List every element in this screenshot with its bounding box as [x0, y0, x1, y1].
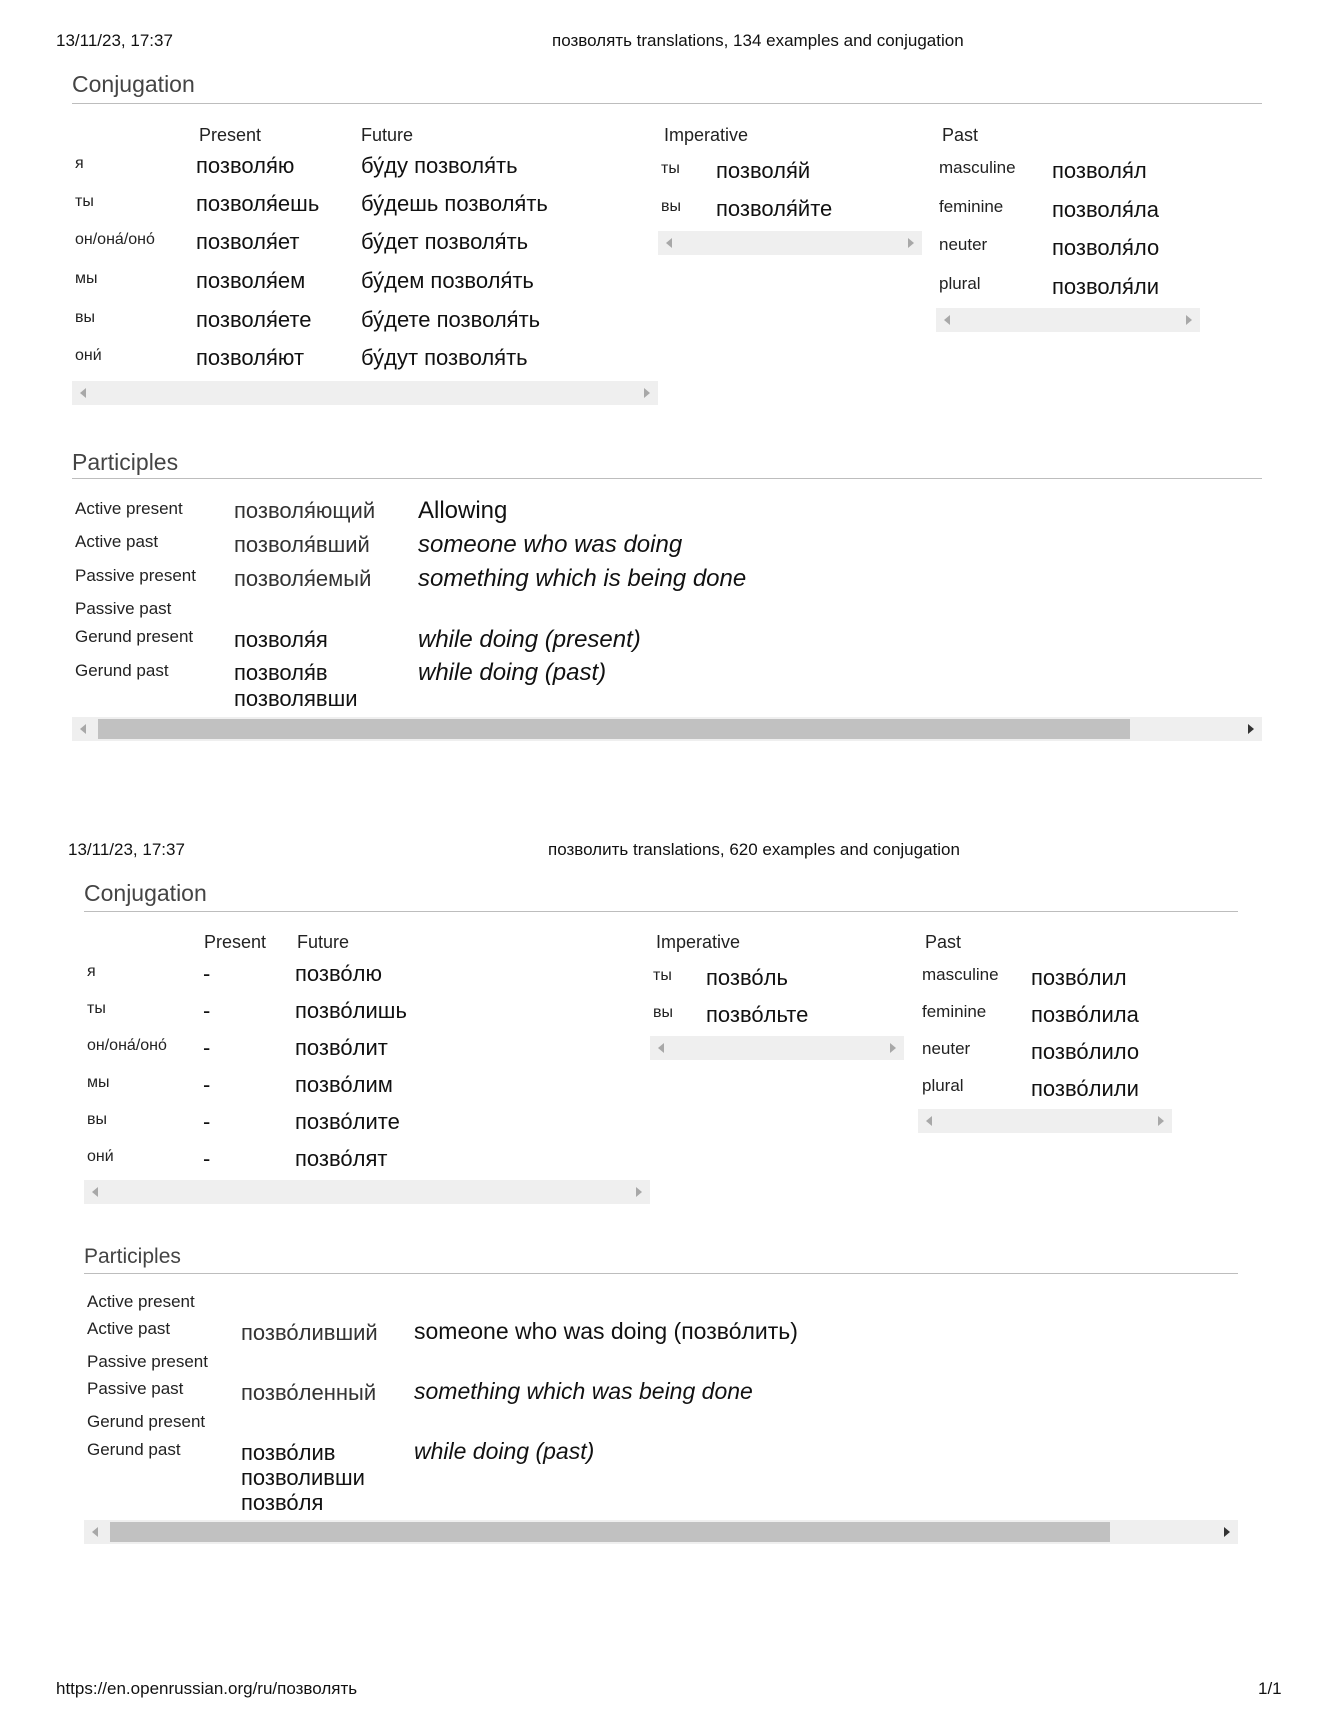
present-form: - [203, 961, 211, 986]
future-column-header: Future [297, 932, 350, 952]
imperative-pronoun: вы [661, 198, 681, 215]
participle-meaning: someone who was doing (позво́лить) [414, 1318, 798, 1344]
present-form: - [203, 998, 211, 1023]
participle-label: Passive present [87, 1352, 208, 1371]
future-form: позво́лим [295, 1072, 393, 1097]
scroll-left-arrow-icon[interactable] [92, 1187, 98, 1197]
participle-label: Active past [87, 1319, 171, 1338]
participle-meaning: Allowing [418, 497, 508, 524]
imperative-pronoun: вы [653, 1004, 673, 1021]
scroll-left-arrow-icon[interactable] [926, 1116, 932, 1126]
present-form: позволя́ю [196, 153, 295, 178]
participle-label: Passive present [75, 566, 196, 585]
page1-participles-scrollbar[interactable] [72, 717, 1262, 741]
scroll-right-arrow-icon[interactable] [908, 238, 914, 248]
present-form: позволя́ют [196, 345, 305, 370]
future-form: бу́дет позволя́ть [361, 229, 529, 254]
participle-form: позво́ливший [241, 1320, 378, 1345]
participle-meaning: while doing (past) [418, 659, 607, 686]
page2-conjugation-scrollbar[interactable] [84, 1180, 650, 1204]
footer-url: https://en.openrussian.org/ru/позволять [56, 1679, 358, 1698]
past-gender-label: masculine [922, 965, 999, 984]
pronoun: он/она́/оно́ [87, 1037, 167, 1054]
page2-conjugation-heading: Conjugation [84, 880, 207, 906]
past-column-header: Past [925, 932, 962, 952]
scroll-left-arrow-icon[interactable] [92, 1527, 98, 1537]
past-gender-label: plural [922, 1076, 964, 1095]
past-form: позволя́ли [1052, 274, 1160, 299]
participle-label: Gerund present [75, 627, 194, 646]
footer-page-number: 1/1 [1258, 1679, 1282, 1698]
future-form: бу́дешь позволя́ть [361, 191, 548, 216]
participle-label: Passive past [75, 599, 172, 618]
present-form: позволя́ет [196, 229, 300, 254]
page2-participles-rule [84, 1273, 1238, 1274]
imperative-pronoun: ты [653, 967, 672, 984]
future-form: бу́ду позволя́ть [361, 153, 518, 178]
participle-label: Active present [75, 499, 183, 518]
pronoun: вы [75, 309, 95, 326]
page2-datetime: 13/11/23, 17:37 [68, 840, 185, 859]
future-form: бу́дут позволя́ть [361, 345, 528, 370]
past-form: позволя́ла [1052, 197, 1160, 222]
participle-meaning: while doing (present) [418, 626, 641, 653]
page1-participles-heading: Participles [72, 449, 179, 475]
page1-past-scrollbar[interactable] [936, 308, 1200, 332]
participle-label: Gerund present [87, 1412, 206, 1431]
scrollbar-thumb[interactable] [98, 719, 1130, 739]
future-form: бу́дем позволя́ть [361, 268, 534, 293]
participle-meaning: something which was being done [414, 1378, 753, 1404]
page2-past-scrollbar[interactable] [918, 1109, 1172, 1133]
future-form: бу́дете позволя́ть [361, 307, 541, 332]
future-form: позво́лите [295, 1109, 400, 1134]
present-form: - [203, 1109, 211, 1134]
scroll-right-arrow-icon[interactable] [1186, 315, 1192, 325]
participle-form: позволя́вший [234, 532, 370, 557]
pronoun: я [75, 155, 84, 172]
participle-meaning: someone who was doing [418, 531, 683, 558]
past-form: позво́лили [1031, 1076, 1139, 1101]
participle-form: позволя́емый [234, 566, 372, 591]
scroll-left-arrow-icon[interactable] [944, 315, 950, 325]
pronoun: я [87, 963, 96, 980]
page2-conjugation-rule [84, 911, 1238, 912]
past-form: позво́лил [1031, 965, 1127, 990]
imperative-column-header: Imperative [656, 932, 741, 952]
participle-form: позволя́в [234, 660, 328, 685]
scroll-right-arrow-icon[interactable] [1248, 724, 1254, 734]
future-form: позво́лю [295, 961, 383, 986]
future-form: позво́лишь [295, 998, 407, 1023]
pronoun: мы [87, 1074, 110, 1091]
pronoun: ты [75, 193, 94, 210]
pronoun: вы [87, 1111, 107, 1128]
past-gender-label: feminine [922, 1002, 987, 1021]
participle-form-alt: позво́ля [241, 1490, 324, 1515]
past-column-header: Past [942, 125, 979, 145]
page1-conjugation-rule [72, 103, 1262, 104]
pronoun: ты [87, 1000, 106, 1017]
page1-conjugation-scrollbar[interactable] [72, 381, 658, 405]
imperative-form: позво́льте [706, 1002, 809, 1027]
past-gender-label: plural [939, 274, 981, 293]
present-column-header: Present [199, 125, 262, 145]
past-form: позволя́л [1052, 158, 1147, 183]
present-form: - [203, 1072, 211, 1097]
page2-participles-heading: Participles [84, 1245, 181, 1268]
scroll-left-arrow-icon[interactable] [80, 388, 86, 398]
participle-form: позволя́ющий [234, 498, 376, 523]
participle-form: позволя́я [234, 627, 328, 652]
scroll-left-arrow-icon[interactable] [80, 724, 86, 734]
present-form: позволя́ете [196, 307, 312, 332]
scroll-left-arrow-icon[interactable] [666, 238, 672, 248]
scroll-left-arrow-icon[interactable] [658, 1043, 664, 1053]
imperative-pronoun: ты [661, 160, 680, 177]
present-form: - [203, 1035, 211, 1060]
participle-form: позво́лив [241, 1440, 336, 1465]
past-gender-label: neuter [939, 235, 988, 254]
past-gender-label: feminine [939, 197, 1004, 216]
page1-participles-rule [72, 478, 1262, 479]
page2-participles-scrollbar[interactable] [84, 1520, 1238, 1544]
participle-label: Gerund past [75, 661, 169, 680]
scroll-right-arrow-icon[interactable] [644, 388, 650, 398]
present-form: позволя́ем [196, 268, 306, 293]
imperative-form: позво́ль [706, 965, 788, 990]
present-column-header: Present [204, 932, 267, 952]
present-form: - [203, 1146, 211, 1171]
participle-label: Active past [75, 532, 159, 551]
scroll-right-arrow-icon[interactable] [1224, 1527, 1230, 1537]
past-form: позво́лила [1031, 1002, 1139, 1027]
participle-meaning: something which is being done [418, 565, 747, 592]
imperative-form: позволя́йте [716, 196, 833, 221]
page1-datetime: 13/11/23, 17:37 [56, 31, 173, 50]
past-gender-label: masculine [939, 158, 1016, 177]
page2-title: позволить translations, 620 examples and conjugation [548, 840, 960, 859]
pronoun: мы [75, 270, 98, 287]
participle-meaning: while doing (past) [414, 1438, 595, 1464]
page1-imperative-scrollbar[interactable] [658, 231, 922, 255]
pronoun: они́ [75, 347, 102, 364]
past-form: позволя́ло [1052, 235, 1160, 260]
participle-label: Passive past [87, 1379, 184, 1398]
participle-label: Active present [87, 1292, 195, 1311]
past-form: позво́лило [1031, 1039, 1140, 1064]
page1-title: позволять translations, 134 examples and conjugation [552, 31, 964, 50]
scrollbar-thumb[interactable] [110, 1522, 1110, 1542]
future-form: позво́лит [295, 1035, 388, 1060]
scroll-right-arrow-icon[interactable] [1158, 1116, 1164, 1126]
page2-imperative-scrollbar[interactable] [650, 1036, 904, 1060]
imperative-column-header: Imperative [664, 125, 749, 145]
future-column-header: Future [361, 125, 414, 145]
scroll-right-arrow-icon[interactable] [636, 1187, 642, 1197]
page1-conjugation-heading: Conjugation [72, 71, 195, 97]
future-form: позво́лят [295, 1146, 388, 1171]
participle-form-alt: позволивши [241, 1465, 365, 1490]
imperative-form: позволя́й [716, 158, 811, 183]
scroll-right-arrow-icon[interactable] [890, 1043, 896, 1053]
participle-form: позво́ленный [241, 1380, 377, 1405]
participle-form-alt: позволявши [234, 686, 358, 711]
past-gender-label: neuter [922, 1039, 971, 1058]
pronoun: он/она́/оно́ [75, 231, 155, 248]
present-form: позволя́ешь [196, 191, 320, 216]
participle-label: Gerund past [87, 1440, 181, 1459]
pronoun: они́ [87, 1148, 114, 1165]
